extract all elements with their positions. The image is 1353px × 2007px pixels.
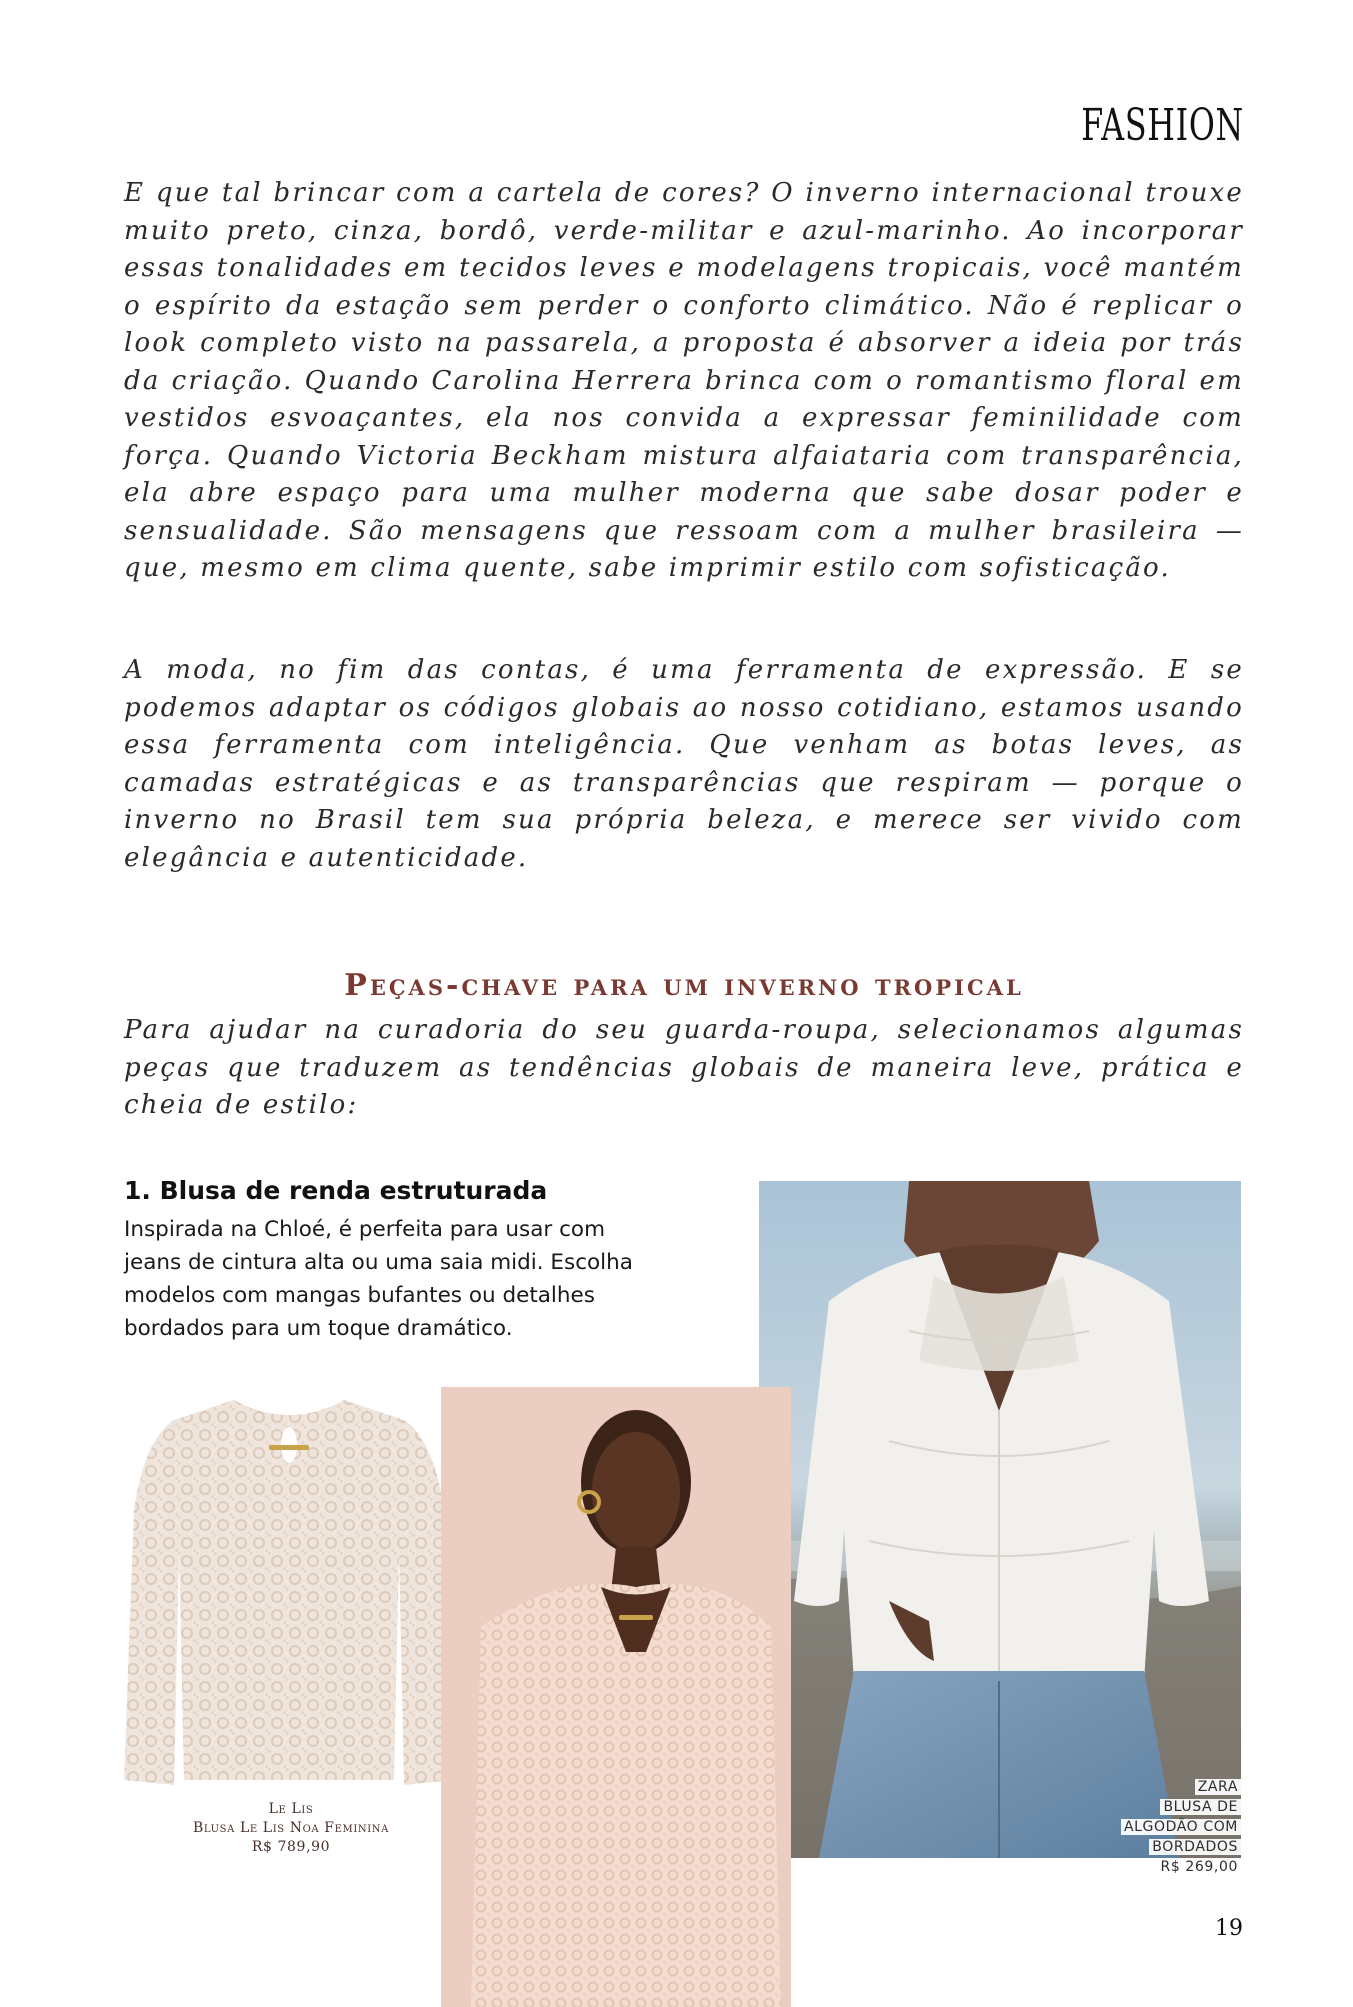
product-price: R$ 269,00 (1158, 1859, 1241, 1875)
product-brand: ZARA (1195, 1779, 1241, 1795)
body-paragraph-2: A moda, no fim das contas, é uma ferramenta de expressão. E se podemos adaptar os códigos globais ao nosso cotidiano, estamos usando essa ferramenta com inteligência. Que venham as botas leves, as camadas estratégicas e as transparências que respiram — porque o inverno no Brasil tem sua própria beleza, e merece ser vivido com elegância e autenticidade. (124, 655, 1244, 873)
product-brand: Le Lis (268, 1801, 314, 1817)
section-brand: FASHION (1081, 100, 1244, 151)
product-photo-zara-blouse (759, 1181, 1241, 1858)
section-intro: Para ajudar na curadoria do seu guarda-roupa, selecionamos algumas peças que traduzem as tendências globais de maneira leve, prática e cheia de estilo: (124, 1015, 1244, 1120)
product-name-line-3: BORDADOS (1149, 1839, 1241, 1855)
item-description: Inspirada na Chloé, é perfeita para usar com jeans de cintura alta ou uma saia midi. Escolha modelos com mangas bufantes ou detalhes bordados para um toque dramático. (124, 1217, 633, 1341)
product-name: Blusa Le Lis Noa Feminina (193, 1820, 389, 1836)
product-photo-lace-model (441, 1387, 791, 2007)
product-name-line-2: ALGODÃO COM (1121, 1819, 1241, 1835)
product-photo-lace-blouse (124, 1390, 454, 1790)
section-heading: Peças-chave para um inverno tropical (344, 968, 1024, 1003)
page-number: 19 (1215, 1916, 1243, 1941)
product-caption-le-lis (176, 1800, 406, 1857)
item-title: 1. Blusa de renda estruturada (124, 1176, 548, 1205)
body-paragraph-1: E que tal brincar com a cartela de cores? O inverno internacional trouxe muito preto, cinza, bordô, verde-militar e azul-marinho. Ao incorporar essas tonalidades em tecidos leves e modelagens tropicais, você mantém o espírito da estação sem perder o conforto climático. Não é replicar o look completo visto na passarela, a proposta é absorver a ideia por trás da criação. Quando Carolina Herrera brinca com o romantismo floral em vestidos esvoaçantes, ela nos convida a expressar feminilidade com força. Quando Victoria Beckham mistura alfaiataria com transparência, ela abre espaço para uma mulher moderna que sabe dosar poder e sensualidade. São mensagens que ressoam com a mulher brasileira — que, mesmo em clima quente, sabe imprimir estilo com sofisticação. (124, 178, 1244, 583)
product-caption-zara (1071, 1777, 1241, 1877)
product-name-line-1: BLUSA DE (1160, 1799, 1241, 1815)
product-price: R$ 789,90 (251, 1839, 331, 1855)
